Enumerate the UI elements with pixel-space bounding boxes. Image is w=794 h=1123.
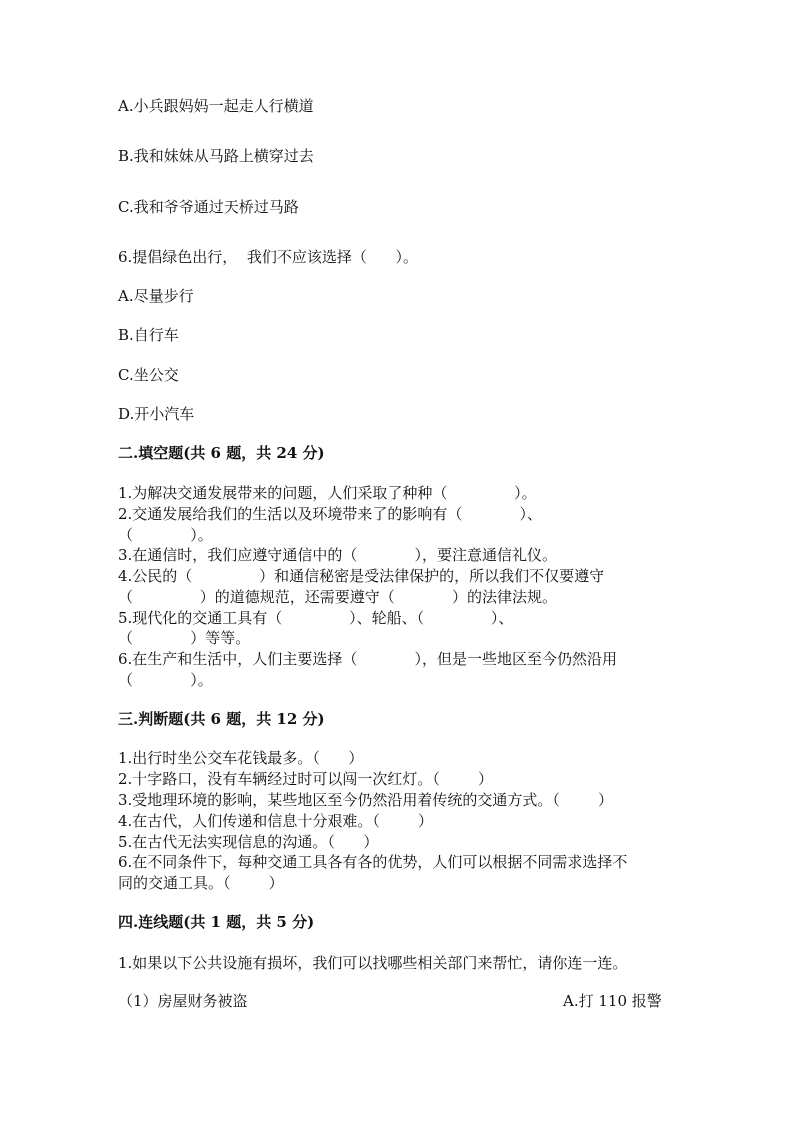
q6-option-b: B.自行车 xyxy=(118,326,179,344)
judge-line-4: 4.在古代，人们传递和信息十分艰难。（ ） xyxy=(118,812,433,830)
q6-stem: 6.提倡绿色出行， 我们不应该选择（ ）。 xyxy=(118,248,418,266)
fill-line-7: 5.现代化的交通工具有（ ）、轮船、（ ）、 xyxy=(118,609,514,627)
judge-line-6: 6.在不同条件下，每种交通工具各有各的优势，人们可以根据不同需求选择不 xyxy=(118,853,628,871)
fill-line-2: 2.交通发展给我们的生活以及环境带来了的影响有（ ）、 xyxy=(118,505,543,523)
section-2-title: 二.填空题(共 6 题，共 24 分) xyxy=(118,444,325,462)
match-right-item: A.打 110 报警 xyxy=(563,992,662,1010)
fill-line-6: （ ）的道德规范，还需要遵守（ ）的法律法规。 xyxy=(118,588,557,606)
fill-line-5: 4.公民的（ ）和通信秘密是受法律保护的，所以我们不仅要遵守 xyxy=(118,567,605,585)
q5-option-a: A.小兵跟妈妈一起走人行横道 xyxy=(118,97,314,115)
fill-line-3: （ ）。 xyxy=(118,526,213,544)
section-4-title: 四.连线题(共 1 题，共 5 分) xyxy=(118,913,315,931)
fill-line-9: 6.在生产和生活中，人们主要选择（ ），但是一些地区至今仍然沿用 xyxy=(118,650,618,668)
q6-option-c: C.坐公交 xyxy=(118,366,179,384)
q6-option-d: D.开小汽车 xyxy=(118,405,195,423)
judge-line-2: 2.十字路口，没有车辆经过时可以闯一次红灯。（ ） xyxy=(118,770,493,788)
judge-line-3: 3.受地理环境的影响，某些地区至今仍然沿用着传统的交通方式。（ ） xyxy=(118,791,613,809)
judge-line-7: 同的交通工具。（ ） xyxy=(118,874,284,892)
q5-option-b: B.我和妹妹从马路上横穿过去 xyxy=(118,147,314,165)
match-question: 1.如果以下公共设施有损坏，我们可以找哪些相关部门来帮忙，请你连一连。 xyxy=(118,954,628,972)
section-3-title: 三.判断题(共 6 题，共 12 分) xyxy=(118,710,325,728)
q6-option-a: A.尽量步行 xyxy=(118,287,194,305)
match-left-item: （1）房屋财务被盗 xyxy=(118,992,248,1010)
q5-option-c: C.我和爷爷通过天桥过马路 xyxy=(118,198,299,216)
fill-line-4: 3.在通信时，我们应遵守通信中的（ ），要注意通信礼仪。 xyxy=(118,546,558,564)
judge-line-5: 5.在古代无法实现信息的沟通。（ ） xyxy=(118,833,379,851)
fill-line-8: （ ）等等。 xyxy=(118,629,251,647)
judge-line-1: 1.出行时坐公交车花钱最多。（ ） xyxy=(118,749,364,767)
fill-line-10: （ ）。 xyxy=(118,671,213,689)
fill-line-1: 1.为解决交通发展带来的问题，人们采取了种种（ ）。 xyxy=(118,484,537,502)
